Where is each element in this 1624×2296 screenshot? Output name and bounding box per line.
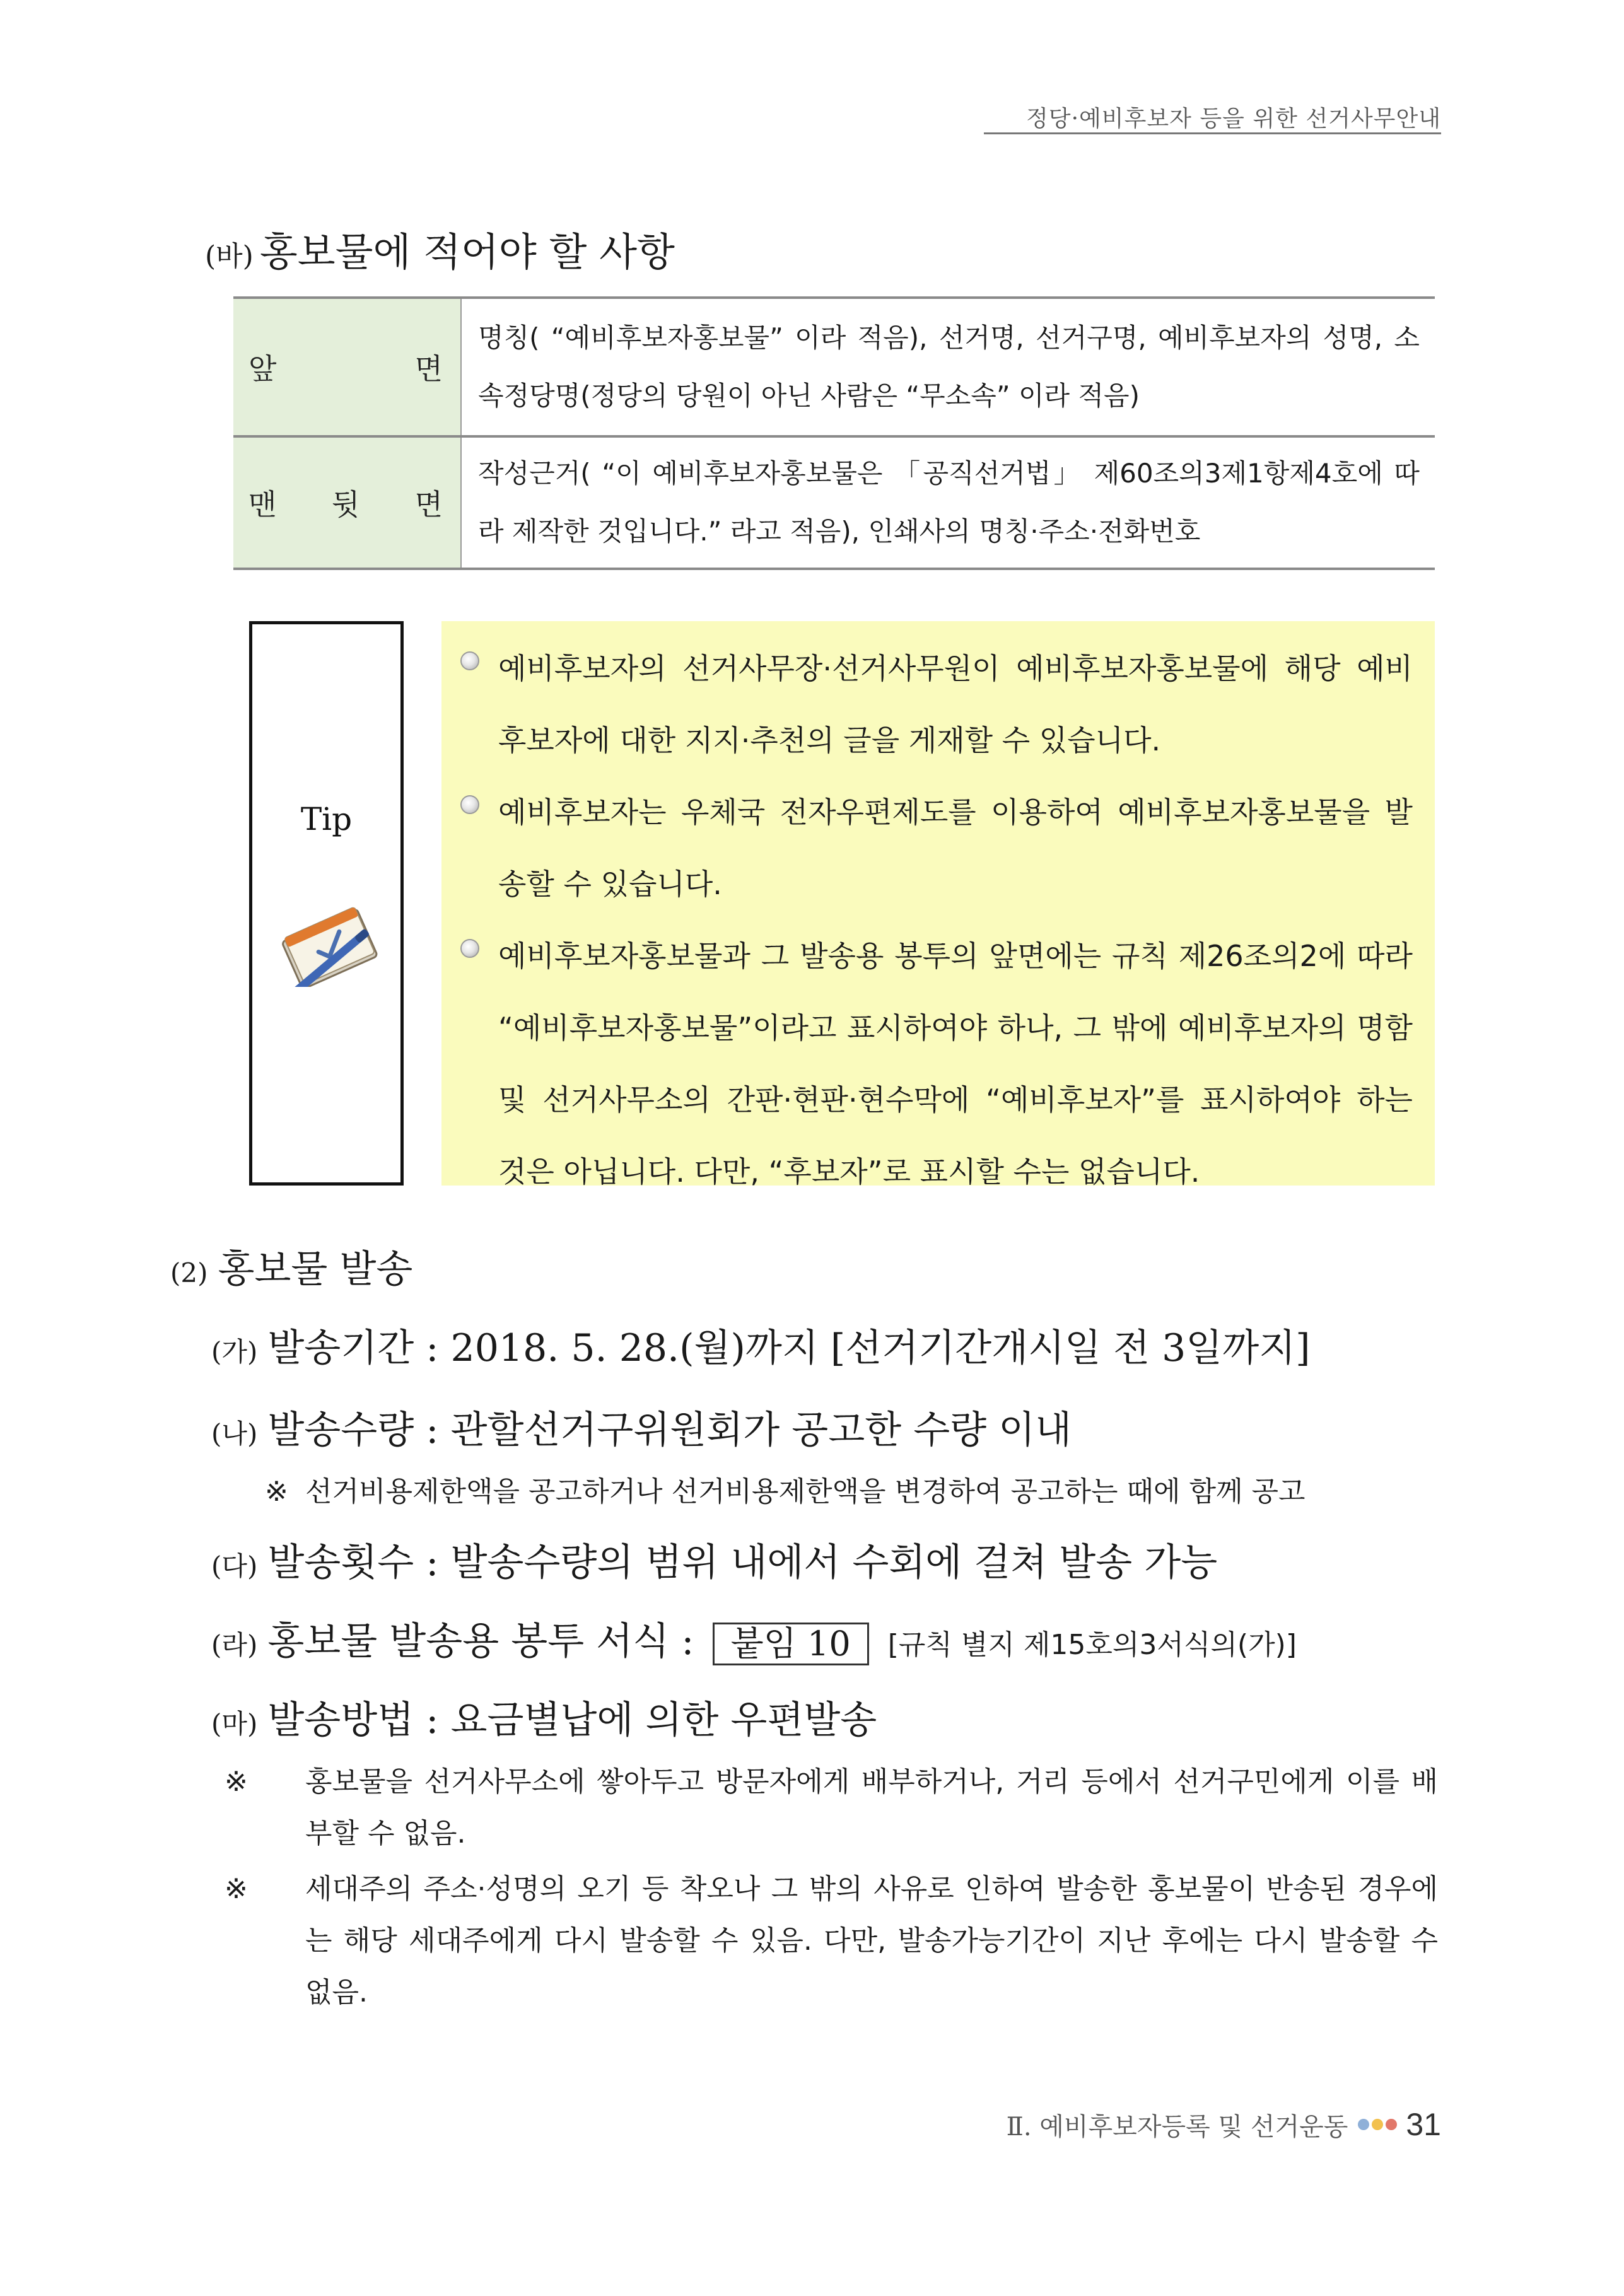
- bullet-icon: [460, 939, 479, 958]
- table-row: [233, 298, 1435, 436]
- section-ba-title: 홍보물에 적어야 할 사항: [259, 229, 675, 275]
- attachment-box: 붙임 10: [713, 1623, 869, 1665]
- bullet-icon: [460, 651, 479, 670]
- tip-box: [441, 621, 1435, 1189]
- item-da: [211, 1532, 1217, 1587]
- tip-item: [460, 920, 1413, 1208]
- item-da-text: 발송횟수 : 발송수량의 범위 내에서 수회에 걸쳐 발송 가능: [267, 1541, 1218, 1585]
- item-na: [211, 1400, 1072, 1454]
- tip-item: [460, 632, 1413, 776]
- page-footer: [1007, 2106, 1441, 2143]
- back-label-char: 맨: [248, 487, 277, 522]
- tip-side-panel: [249, 621, 404, 1186]
- item-ra-text: 홍보물 발송용 봉투 서식 :: [267, 1619, 694, 1664]
- tip-item: [460, 776, 1413, 920]
- section-ba-heading: [205, 221, 675, 277]
- item-na-text: 발송수량 : 관할선거구위원회가 공고한 수량 이내: [267, 1408, 1072, 1452]
- footer-chapter: Ⅱ. 예비후보자등록 및 선거운동: [1006, 2112, 1348, 2142]
- table-row: [233, 436, 1435, 569]
- note-na: [265, 1466, 1438, 1518]
- item-ma: [211, 1690, 877, 1744]
- attachment-reference: [규칙 별지 제15호의3서식의(가)]: [887, 1629, 1297, 1661]
- dot-icon: [1386, 2119, 1397, 2130]
- front-label-char: 면: [414, 352, 443, 386]
- dot-icon: [1358, 2119, 1369, 2130]
- item-ga: [211, 1318, 1311, 1372]
- item-da-marker: (다): [211, 1551, 258, 1582]
- dot-icon: [1372, 2119, 1383, 2130]
- note-ma-2: [225, 1863, 1438, 2019]
- section-2-marker: (2): [170, 1257, 208, 1288]
- page-number: 31: [1406, 2107, 1441, 2142]
- back-label-cell: [233, 436, 461, 569]
- note-text: 홍보물을 선거사무소에 쌓아두고 방문자에게 배부하거나, 거리 등에서 선거구민에게 이를 배부할 수 없음.: [305, 1766, 1438, 1850]
- note-text: 세대주의 주소·성명의 오기 등 착오나 그 밖의 사유로 인하여 발송한 홍보물이 반송된 경우에는 해당 세대주에게 다시 발송할 수 있음. 다만, 발송가능기간이 지난 후에는 다시 발송할 수 없음.: [305, 1873, 1438, 2008]
- promo-material-table: [233, 296, 1435, 570]
- notepad-pen-icon: [271, 905, 388, 987]
- header-rule: [984, 132, 1441, 134]
- note-ma-1: [225, 1756, 1438, 1860]
- bullet-icon: [460, 795, 479, 814]
- section-ba-marker: (바): [205, 240, 254, 272]
- tip-text: 예비후보자의 선거사무장·선거사무원이 예비후보자홍보물에 해당 예비후보자에 대한 지지·추천의 글을 게재할 수 있습니다.: [498, 651, 1413, 757]
- note-symbol: ※: [225, 1873, 248, 1905]
- note-text: 선거비용제한액을 공고하거나 선거비용제한액을 변경하여 공고하는 때에 함께 공고: [305, 1476, 1306, 1508]
- section-2-heading: [170, 1239, 412, 1293]
- front-content: 명칭( “예비후보자홍보물” 이라 적음), 선거명, 선거구명, 예비후보자의 성명, 소속정당명(정당의 당원이 아닌 사람은 “무소속” 이라 적음): [478, 322, 1420, 411]
- item-na-marker: (나): [211, 1418, 258, 1449]
- item-ga-marker: (가): [211, 1336, 258, 1367]
- tip-text: 예비후보자는 우체국 전자우편제도를 이용하여 예비후보자홍보물을 발송할 수 있습니다.: [498, 795, 1413, 901]
- note-symbol: ※: [225, 1766, 248, 1798]
- footer-dots: [1358, 2119, 1397, 2130]
- note-symbol: ※: [265, 1476, 288, 1508]
- tip-text: 예비후보자홍보물과 그 발송용 봉투의 앞면에는 규칙 제26조의2에 따라 “예비후보자홍보물”이라고 표시하여야 하나, 그 밖에 예비후보자의 명함 및 선거사무소의 간판·현판·현수막에 “예비후보자”를 표시하여야 하는 것은 아닙니다. 다만, “후보자”로 표시할 수는 없습니다.: [498, 939, 1413, 1189]
- item-ra: [211, 1611, 1297, 1665]
- section-2-title: 홍보물 발송: [218, 1247, 413, 1291]
- back-content: 작성근거( “이 예비후보자홍보물은 「공직선거법」 제60조의3제1항제4호에 따라 제작한 것입니다.” 라고 적음), 인쇄사의 명칭·주소·전화번호: [478, 458, 1420, 547]
- front-label-cell: [233, 298, 461, 436]
- item-ma-text: 발송방법 : 요금별납에 의한 우편발송: [267, 1698, 877, 1742]
- item-ra-marker: (라): [211, 1629, 258, 1660]
- back-label-char: 면: [414, 487, 443, 522]
- front-label-char: 앞: [248, 352, 277, 386]
- back-label-char: 뒷: [331, 487, 360, 522]
- item-ga-text: 발송기간 : 2018. 5. 28.(월)까지 [선거기간개시일 전 3일까지]: [267, 1326, 1311, 1370]
- running-header: 정당·예비후보자 등을 위한 선거사무안내: [1026, 106, 1441, 132]
- tip-label: Tip: [300, 801, 353, 837]
- item-ma-marker: (마): [211, 1708, 258, 1739]
